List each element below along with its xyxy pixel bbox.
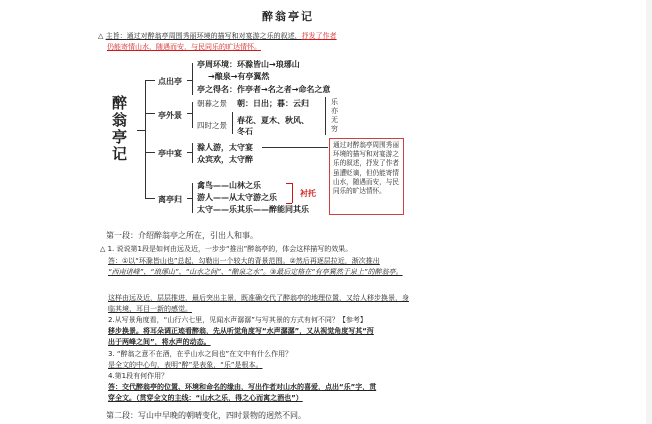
center-char: 翁 <box>112 111 128 129</box>
note-line: 2.从写景角度看，“山行六七里，见闻水声潺潺”与写其景的方式有何不同？【参考】 <box>108 316 367 324</box>
brace-arm <box>145 198 155 199</box>
note-line: 3. “醉翁之意不在酒，在乎山水之间也”在文中有什么作用？ <box>108 350 293 358</box>
brace-arm <box>145 152 155 153</box>
theme-line-1 <box>98 31 337 41</box>
para1-heading: 第一段：介绍醉翁亭之所在，引出人和事。 <box>106 231 258 240</box>
chentuo-label: 衬托 <box>300 189 316 198</box>
sub-brace <box>192 63 193 95</box>
liting-line-1: 禽鸟——山林之乐 <box>197 181 261 190</box>
seasons-brace <box>232 112 233 134</box>
para2-heading: 第二段：写山中早晚的朝晴变化，四时景物的迥然不同。 <box>106 411 306 420</box>
theme-text-2: 抒发了作者 <box>301 32 337 40</box>
mindmap-center <box>112 95 127 163</box>
center-char: 醉 <box>112 94 128 112</box>
liting-line-2: 游人——从太守游之乐 <box>197 193 277 202</box>
branch-tingwai: 亭外景 <box>158 111 182 120</box>
center-char: 记 <box>112 145 128 163</box>
theme-text-1: 通过对醉翁亭周围秀丽环境的描写和对宴游之乐的叙述， <box>126 32 302 40</box>
chentuo-bracket-top <box>286 183 292 184</box>
branch-tingzhong: 亭中宴 <box>158 149 182 158</box>
note-line: 4.第1段有何作用？ <box>108 372 169 380</box>
page-title: 醉翁亭记 <box>262 10 314 23</box>
dianchu-line-3: 亭之得名：作亭者→名之者→命名之意 <box>197 85 331 94</box>
theme-line-2: 仍能寄情山水，随遇而安，与民同乐的旷达情怀。 <box>107 43 261 51</box>
note-line: 临其境、耳目一新的感觉。 <box>108 305 192 313</box>
center-char: 亭 <box>112 128 128 146</box>
liting-line-3: 太守——乐其乐——醉能同其乐 <box>197 205 309 214</box>
sub-brace-tip <box>187 80 193 81</box>
morning-label: 朝暮之景 <box>197 99 227 108</box>
sub-brace <box>192 143 193 163</box>
tingzhong-line-1: 滁人游，太守宴 <box>197 143 253 152</box>
morning-text: 朝：日出；暮：云归 <box>237 99 309 108</box>
dianchu-line-1: 亭周环境：环滁皆山→琅琊山 <box>197 60 300 69</box>
note-line: “西南诸峰”、“琅琊山”、“山水之间”、“酿泉之水”。③最后定格在“有亭翼然于泉上”的醉翁亭。 <box>108 268 403 276</box>
connector-line <box>262 147 328 148</box>
brace-arm <box>145 113 155 114</box>
summary-box-text: 通过对醉翁亭周围秀丽环境的描写和对宴游之乐的叙述，抒发了作者虽遭贬谪，但仍能寄情山水，随遇而安，与民同乐的旷达情怀。 <box>333 141 399 196</box>
brace-arm <box>145 80 155 81</box>
seasons-label: 四时之景 <box>197 121 227 130</box>
sub-brace-tip <box>187 198 193 199</box>
chentuo-bracket <box>292 183 293 203</box>
note-line: 出于两峰之间”，将水声的动态。 <box>108 338 211 346</box>
seasons-text-2: 冬石 <box>237 127 253 136</box>
sub-brace-tip <box>187 152 193 153</box>
dianchu-line-2: →酿泉→有亭翼然 <box>208 72 270 81</box>
right-brace <box>325 97 326 135</box>
sub-brace-tip <box>187 113 193 114</box>
side-column: 乐 亦 无 穷 <box>331 98 338 133</box>
seasons-text-1: 春花、夏木、秋风、 <box>237 116 309 125</box>
note-line: 答：①以“环滁皆山也”总起，勾勒出一个较大的背景范围。②然后再逐层拉近，渐次推出 <box>108 257 380 265</box>
branch-dianchu: 点出亭 <box>158 77 182 86</box>
main-brace-tip <box>137 130 146 131</box>
triangle-icon: △ <box>98 32 104 40</box>
sub-brace <box>192 102 193 128</box>
branch-liting: 离亭归 <box>158 195 182 204</box>
chentuo-bracket-bottom <box>286 203 292 204</box>
theme-label: 主旨： <box>105 32 127 40</box>
note-line: 穿全文。（贯穿全文的主线：“山水之乐，得之心而寓之酒也”） <box>108 394 303 402</box>
note-line: △ 1. 说说第1段是如何由远及近，一步步“推出”醉翁亭的，体会这样描写的效果。 <box>100 245 353 253</box>
note-line: 移步换景。将耳朵调正迹看醉翁，先从听觉角度写“水声潺潺”，又从视觉角度写其“泻 <box>108 327 374 335</box>
tingzhong-line-2: 众宾欢，太守醉 <box>197 155 253 164</box>
main-brace <box>145 80 146 198</box>
note-line: 答：交代醉翁亭的位置、环境和命名的缘由，写出作者对山水的喜爱，点出“乐”字，贯 <box>108 383 377 391</box>
note-line: 这样由远及近，层层推进，最后突出主景，既准确交代了醉翁亭的地理位置，又给人移步换景，身 <box>108 294 409 302</box>
summary-box <box>329 138 404 215</box>
scrollbar[interactable] <box>646 0 652 424</box>
note-line: 是全文的中心句，表明“醉”是表象，“乐”是根本。 <box>108 361 263 369</box>
